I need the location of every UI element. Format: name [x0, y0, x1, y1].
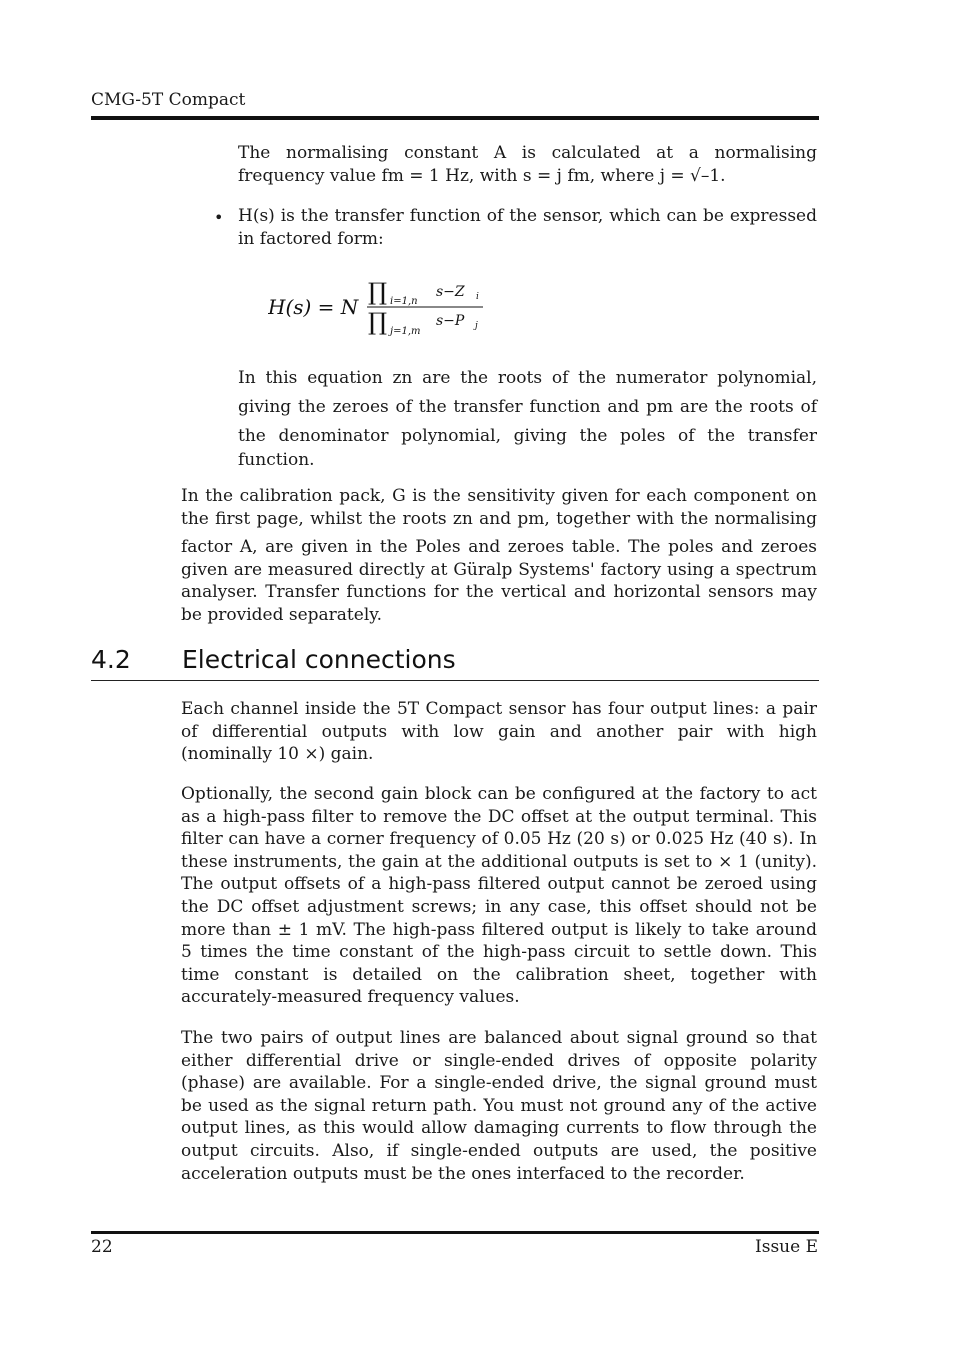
- paragraph-line: output circuits. Also, if single-ended outputs are used, the positive: [181, 1140, 817, 1161]
- paragraph-line: time constant is detailed on the calibration sheet, together with: [181, 964, 817, 985]
- section-rule: [91, 680, 819, 681]
- product-symbol-denominator: ∏: [368, 308, 388, 336]
- paragraph-line: the first page, whilst the roots zn and pm, together with the normalising: [181, 508, 817, 529]
- denominator-term: s−P: [436, 313, 465, 329]
- roots-paragraph: [238, 364, 817, 468]
- transfer-function-equation: [268, 276, 498, 338]
- paragraph-line: frequency value fm = 1 Hz, with s = j fm, where j = √–1.: [238, 165, 726, 186]
- paragraph-line: (phase) are available. For a single-ended drive, the signal ground must: [181, 1073, 817, 1094]
- page-number: 22: [91, 1237, 113, 1257]
- paragraph-line: H(s) is the transfer function of the sensor, which can be expressed: [238, 206, 817, 226]
- denominator-subscript: j=1,m: [390, 326, 421, 337]
- paragraph-line: 5 times the time constant of the high-pass circuit to settle down. This: [181, 942, 817, 963]
- paragraph-line: more than ± 1 mV. The high-pass filtered output is likely to take around: [181, 919, 817, 940]
- paragraph-line: In this equation zn are the roots of the numerator polynomial,: [238, 368, 817, 388]
- paragraph-line: these instruments, the gain at the additional outputs is set to × 1 (unity).: [181, 851, 817, 872]
- bullet-marker: •: [214, 208, 224, 227]
- equation-lhs: H(s) = N: [268, 295, 359, 319]
- section-number: 4.2: [91, 645, 131, 674]
- paragraph-line: function.: [238, 449, 315, 470]
- high-pass-filter-paragraph: [181, 783, 817, 1009]
- paragraph-line: Optionally, the second gain block can be configured at the factory to act: [181, 784, 817, 804]
- paragraph-line: acceleration outputs must be the ones interfaced to the recorder.: [181, 1163, 745, 1184]
- transfer-function-bullet: [238, 205, 817, 250]
- paragraph-line: accurately-measured frequency values.: [181, 987, 520, 1008]
- paragraph-line: either differential drive or single-ended drives of opposite polarity: [181, 1050, 817, 1071]
- numerator-index: i: [476, 292, 479, 302]
- paragraph-line: Each channel inside the 5T Compact sensor has four output lines: a pair: [181, 699, 817, 719]
- product-symbol-numerator: ∏: [368, 278, 388, 306]
- section-title: Electrical connections: [182, 645, 456, 674]
- paragraph-line: factor A, are given in the Poles and zeroes table. The poles and zeroes: [181, 536, 817, 557]
- paragraph-line: In the calibration pack, G is the sensitivity given for each component on: [181, 486, 817, 506]
- numerator-subscript: i=1,n: [390, 296, 418, 307]
- paragraph-line: output lines, as this would allow damaging currents to flow through the: [181, 1118, 817, 1139]
- paragraph-line: the DC offset adjustment screws; in any case, this offset should not be: [181, 896, 817, 917]
- paragraph-line: of differential outputs with low gain and another pair with high: [181, 721, 817, 742]
- numerator-term: s−Z: [436, 284, 465, 300]
- header-rule: [91, 116, 819, 120]
- paragraph-line: analyser. Transfer functions for the vertical and horizontal sensors may: [181, 582, 817, 603]
- paragraph-line: The output offsets of a high-pass filtered output cannot be zeroed using: [181, 874, 817, 895]
- balanced-outputs-paragraph: [181, 1027, 817, 1185]
- paragraph-line: be used as the signal return path. You must not ground any of the active: [181, 1095, 817, 1116]
- paragraph-line: The normalising constant A is calculated at a normalising: [238, 143, 817, 163]
- paragraph-line: be provided separately.: [181, 604, 383, 625]
- paragraph-line: given are measured directly at Güralp Systems' factory using a spectrum: [181, 559, 817, 580]
- paragraph-line: The two pairs of output lines are balanced about signal ground so that: [181, 1028, 817, 1048]
- normalising-constant-paragraph: [238, 142, 817, 187]
- output-lines-paragraph: [181, 698, 817, 766]
- paragraph-line: giving the zeroes of the transfer function and pm are the roots of: [238, 396, 817, 417]
- paragraph-line: in factored form:: [238, 228, 384, 249]
- footer-rule: [91, 1231, 819, 1234]
- paragraph-line: filter can have a corner frequency of 0.05 Hz (20 s) or 0.025 Hz (40 s). In: [181, 829, 817, 850]
- paragraph-line: as a high-pass filter to remove the DC offset at the output terminal. This: [181, 806, 817, 827]
- running-header: CMG-5T Compact: [91, 90, 246, 110]
- calibration-pack-paragraph: [181, 485, 817, 626]
- issue-label: Issue E: [755, 1237, 818, 1257]
- paragraph-line: the denominator polynomial, giving the poles of the transfer: [238, 425, 817, 446]
- denominator-index: j: [475, 321, 478, 331]
- paragraph-line: (nominally 10 ×) gain.: [181, 744, 374, 765]
